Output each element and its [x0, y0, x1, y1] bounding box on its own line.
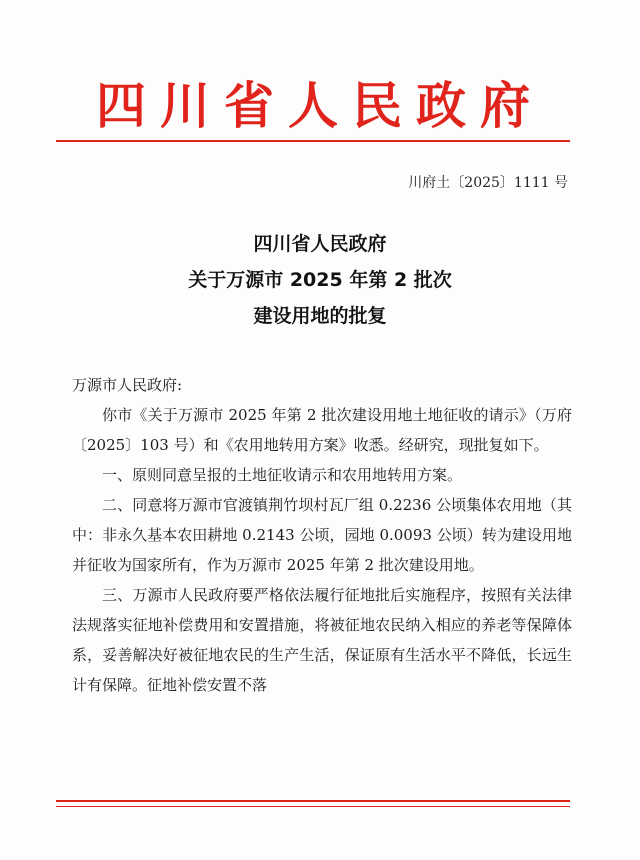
- paragraph-intro: 你市《关于万源市 2025 年第 2 批次建设用地土地征收的请示》（万府〔2025〕103 号）和《农用地转用方案》收悉。经研究，现批复如下。: [72, 406, 572, 454]
- document-title: [0, 226, 640, 334]
- header-rule: [56, 140, 570, 142]
- paragraph-item-3: 三、万源市人民政府要严格依法履行征地批后实施程序，按照有关法律法规落实征地补偿费用和安置措施，将被征地农民纳入相应的养老等保障体系，妥善解决好被征地农民的生产生活，保证原有生活水平不降低，长远生计有保障。征地补偿安置不落: [72, 586, 572, 694]
- title-line-3: 建设用地的批复: [253, 305, 387, 327]
- paragraph-item-1: 一、原则同意呈报的土地征收请示和农用地转用方案。: [102, 466, 463, 484]
- paragraph-item-2: 二、同意将万源市官渡镇荆竹坝村瓦厂组 0.2236 公顷集体农用地（其中：非永久基本农田耕地 0.2143 公顷，园地 0.0093 公顷）转为建设用地并征收为国家所有，作为万源市 2025 年第 2 批次建设用地。: [72, 496, 572, 574]
- issuer-header: 四川省人民政府: [96, 77, 544, 135]
- addressee: 万源市人民政府:: [72, 376, 183, 394]
- footer-rule-bottom: [56, 806, 570, 807]
- title-line-1: 四川省人民政府: [253, 233, 387, 255]
- document-body: [72, 370, 572, 700]
- document-number: 川府土〔2025〕1111 号: [408, 175, 568, 191]
- footer-rule-top: [56, 800, 570, 802]
- title-line-2: 关于万源市 2025 年第 2 批次: [188, 269, 452, 291]
